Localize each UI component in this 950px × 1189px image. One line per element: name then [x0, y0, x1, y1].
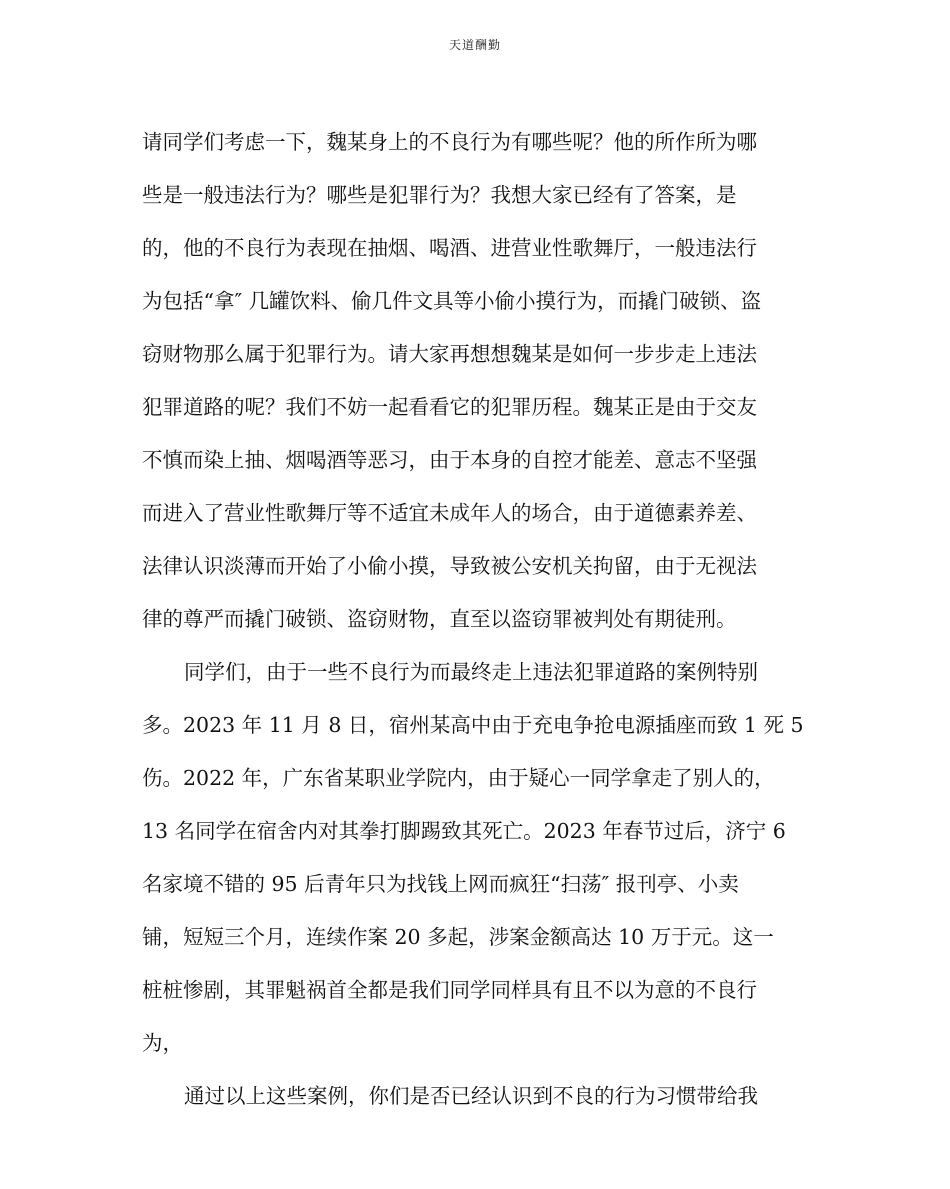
paragraph-first-line: 通过以上这些案例，你们是否已经认识到不良的行为习惯带给我	[184, 1084, 758, 1108]
text-line: 些是一般违法行为？哪些是犯罪行为？我想大家已经有了答案，是	[142, 183, 737, 207]
text-line: 而进入了营业性歌舞厅等不适宜未成年人的场合，由于道德素养差、	[142, 501, 757, 525]
text-line: 的，他的不良行为表现在抽烟、喝酒、进营业性歌舞厅，一般违法行	[142, 236, 757, 260]
text-line: 窃财物那么属于犯罪行为。请大家再想想魏某是如何一步步走上违法	[142, 342, 757, 366]
text-line: 法律认识淡薄而开始了小偷小摸，导致被公安机关拘留，由于无视法	[142, 554, 757, 578]
text-line: 13 名同学在宿舍内对其拳打脚踢致其死亡。2023 年春节过后，济宁 6	[142, 819, 786, 843]
text-line: 为，	[142, 1031, 183, 1055]
text-line: 名家境不错的 95 后青年只为找钱上网而疯狂“扫荡″ 报刊亭、小卖	[142, 872, 739, 896]
text-line: 多。2023 年 11 月 8 日，宿州某高中由于充电争抢电源插座而致 1 死 5	[142, 713, 804, 737]
text-line: 铺，短短三个月，连续作案 20 多起，涉案金额高达 10 万于元。这一	[142, 925, 774, 949]
text-line: 律的尊严而撬门破锁、盗窃财物，直至以盗窃罪被判处有期徒刑。	[142, 607, 737, 631]
text-line: 不慎而染上抽、烟喝酒等恶习，由于本身的自控才能差、意志不坚强	[142, 448, 757, 472]
paragraph-first-line: 同学们，由于一些不良行为而最终走上违法犯罪道路的案例特别	[184, 660, 758, 684]
text-line: 桩桩惨剧，其罪魁祸首全都是我们同学同样具有且不以为意的不良行	[142, 978, 757, 1002]
text-line: 为包括“拿″ 几罐饮料、偷几件文具等小偷小摸行为，而撬门破锁、盗	[142, 289, 762, 313]
text-line: 请同学们考虑一下，魏某身上的不良行为有哪些呢？他的所作所为哪	[142, 130, 757, 154]
page-header: 天道酬勤	[448, 38, 501, 52]
text-line: 伤。2022 年，广东省某职业学院内，由于疑心一同学拿走了别人的，	[142, 766, 775, 790]
text-line: 犯罪道路的呢？我们不妨一起看看它的犯罪历程。魏某正是由于交友	[142, 395, 757, 419]
